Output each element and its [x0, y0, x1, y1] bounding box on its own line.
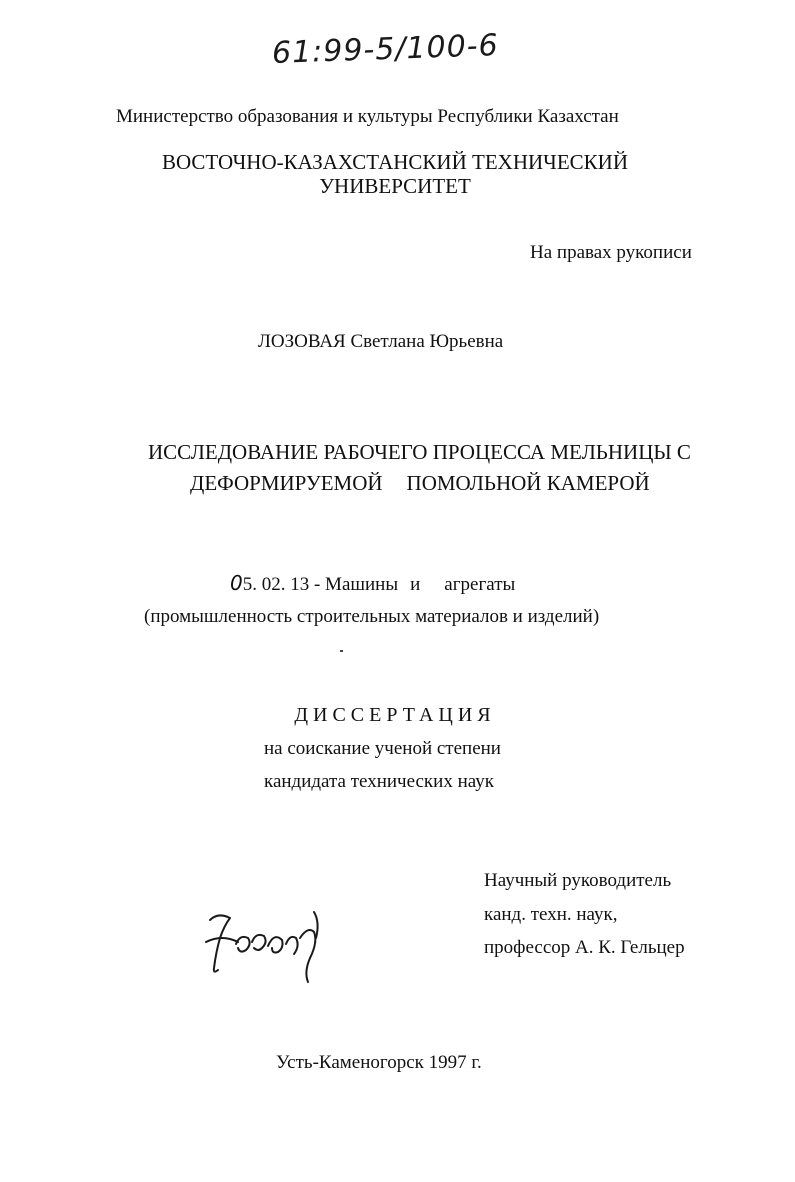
specialty-code-prefix: 0 [230, 571, 243, 595]
author-name: ЛОЗОВАЯ Светлана Юрьевна [258, 331, 504, 352]
city-and-year: Усть-Каменогорск 1997 г. [276, 1052, 482, 1073]
supervisor-degree: канд. техн. наук, [484, 904, 618, 925]
specialty-detail: (промышленность строительных материалов и изделий) [144, 606, 600, 627]
dissertation-title-line1: ИССЛЕДОВАНИЕ РАБОЧЕГО ПРОЦЕССА МЕЛЬНИЦЫ С [148, 440, 691, 464]
specialty-code-line [230, 572, 515, 596]
degree-line2: кандидата технических наук [264, 771, 494, 792]
title-word-deformable: ДЕФОРМИРУЕМОЙ [190, 471, 383, 495]
supervisor-name: профессор А. К. Гельцер [484, 937, 685, 958]
stray-mark [340, 650, 343, 652]
university-name-line2: УНИВЕРСИТЕТ [319, 174, 471, 198]
ministry-line: Министерство образования и культуры Республики Казахстан [116, 106, 619, 127]
university-name-line1: ВОСТОЧНО-КАЗАХСТАНСКИЙ ТЕХНИЧЕСКИЙ [162, 150, 628, 174]
degree-line1: на соискание ученой степени [264, 738, 501, 759]
handwritten-archive-code: 61:99-5/100-6 [271, 28, 500, 71]
title-words-grinding-chamber: ПОМОЛЬНОЙ КАМЕРОЙ [406, 471, 650, 495]
author-signature [196, 898, 336, 988]
specialty-conjunction: и [410, 574, 421, 595]
specialty-code: 5. 02. 13 - Машины [242, 574, 399, 595]
specialty-word: агрегаты [444, 574, 516, 595]
dissertation-label: ДИССЕРТАЦИЯ [294, 704, 496, 726]
dissertation-title-line2 [190, 471, 650, 495]
manuscript-rights-note: На правах рукописи [530, 242, 692, 263]
supervisor-label: Научный руководитель [484, 870, 672, 891]
